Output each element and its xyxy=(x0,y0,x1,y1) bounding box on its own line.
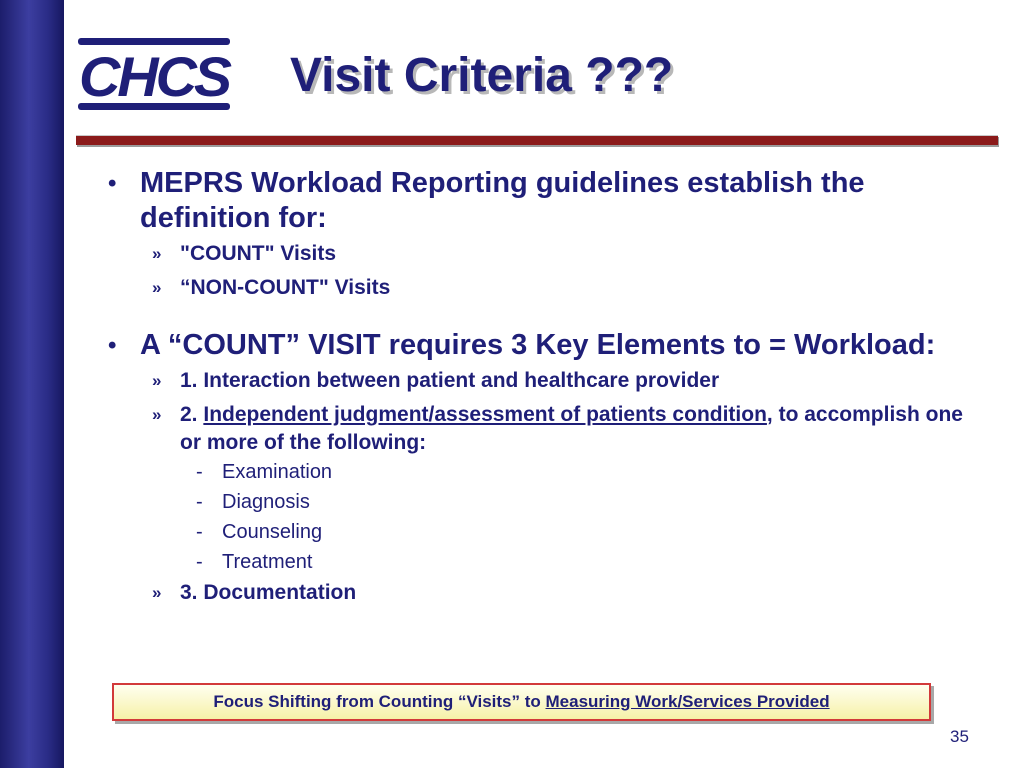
focus-callout-underlined: Measuring Work/Services Provided xyxy=(545,692,830,711)
sub-item-diagnosis xyxy=(196,487,988,517)
left-sidebar-band xyxy=(0,0,64,768)
sub-bullet-non-count-visits xyxy=(152,274,988,302)
sub-item-examination xyxy=(196,457,988,487)
sub-item-text: Counseling xyxy=(222,521,323,543)
title-rule xyxy=(76,135,998,145)
dash-marker: - xyxy=(196,461,203,483)
sub-marker: » xyxy=(152,244,162,263)
focus-callout-prefix: Focus Shifting from Counting “Visits” to xyxy=(213,692,546,711)
slide-title: Visit Criteria ??? xyxy=(290,49,674,102)
key-element-2-text xyxy=(180,401,988,457)
sub-item-text: Treatment xyxy=(222,551,313,573)
sub-item-text: Diagnosis xyxy=(222,491,310,513)
focus-callout-box xyxy=(112,683,931,721)
bullet-1-text: MEPRS Workload Reporting guidelines establish the definition for: xyxy=(140,167,865,234)
chcs-logo-text: CHCS xyxy=(79,45,232,108)
sub-marker: » xyxy=(152,583,162,602)
slide-content xyxy=(108,166,988,607)
sub-marker: » xyxy=(152,278,162,297)
sub-bullet-count-visits xyxy=(152,240,988,268)
sub-bullet-text: "COUNT" Visits xyxy=(180,242,337,265)
sub-item-text: Examination xyxy=(222,461,333,483)
sub-item-counseling xyxy=(196,517,988,547)
page-number: 35 xyxy=(950,727,969,746)
dash-marker: - xyxy=(196,551,203,573)
chcs-logo xyxy=(74,32,234,116)
key-element-3 xyxy=(152,579,988,607)
key-element-2-suffix: , to accomplish one or more of the following: xyxy=(180,403,963,454)
key-element-2-underlined: Independent judgment/assessment of patients condition xyxy=(203,403,767,426)
key-element-1 xyxy=(152,367,988,395)
sub-marker: » xyxy=(152,371,162,390)
sub-bullet-text: “NON-COUNT" Visits xyxy=(180,276,391,299)
key-element-1-text: 1. Interaction between patient and healthcare provider xyxy=(180,369,720,392)
sub-marker: » xyxy=(152,405,162,424)
dash-marker: - xyxy=(196,521,203,543)
key-element-2-prefix: 2. xyxy=(180,403,204,426)
key-element-2 xyxy=(152,401,988,457)
bullet-marker: • xyxy=(108,170,117,197)
bullet-1 xyxy=(108,166,988,236)
key-element-3-text: 3. Documentation xyxy=(180,581,357,604)
bullet-2 xyxy=(108,328,988,363)
bullet-2-text: A “COUNT” VISIT requires 3 Key Elements to = Workload: xyxy=(140,329,936,361)
dash-marker: - xyxy=(196,491,203,513)
sub-item-treatment xyxy=(196,547,988,577)
bullet-marker: • xyxy=(108,332,117,359)
